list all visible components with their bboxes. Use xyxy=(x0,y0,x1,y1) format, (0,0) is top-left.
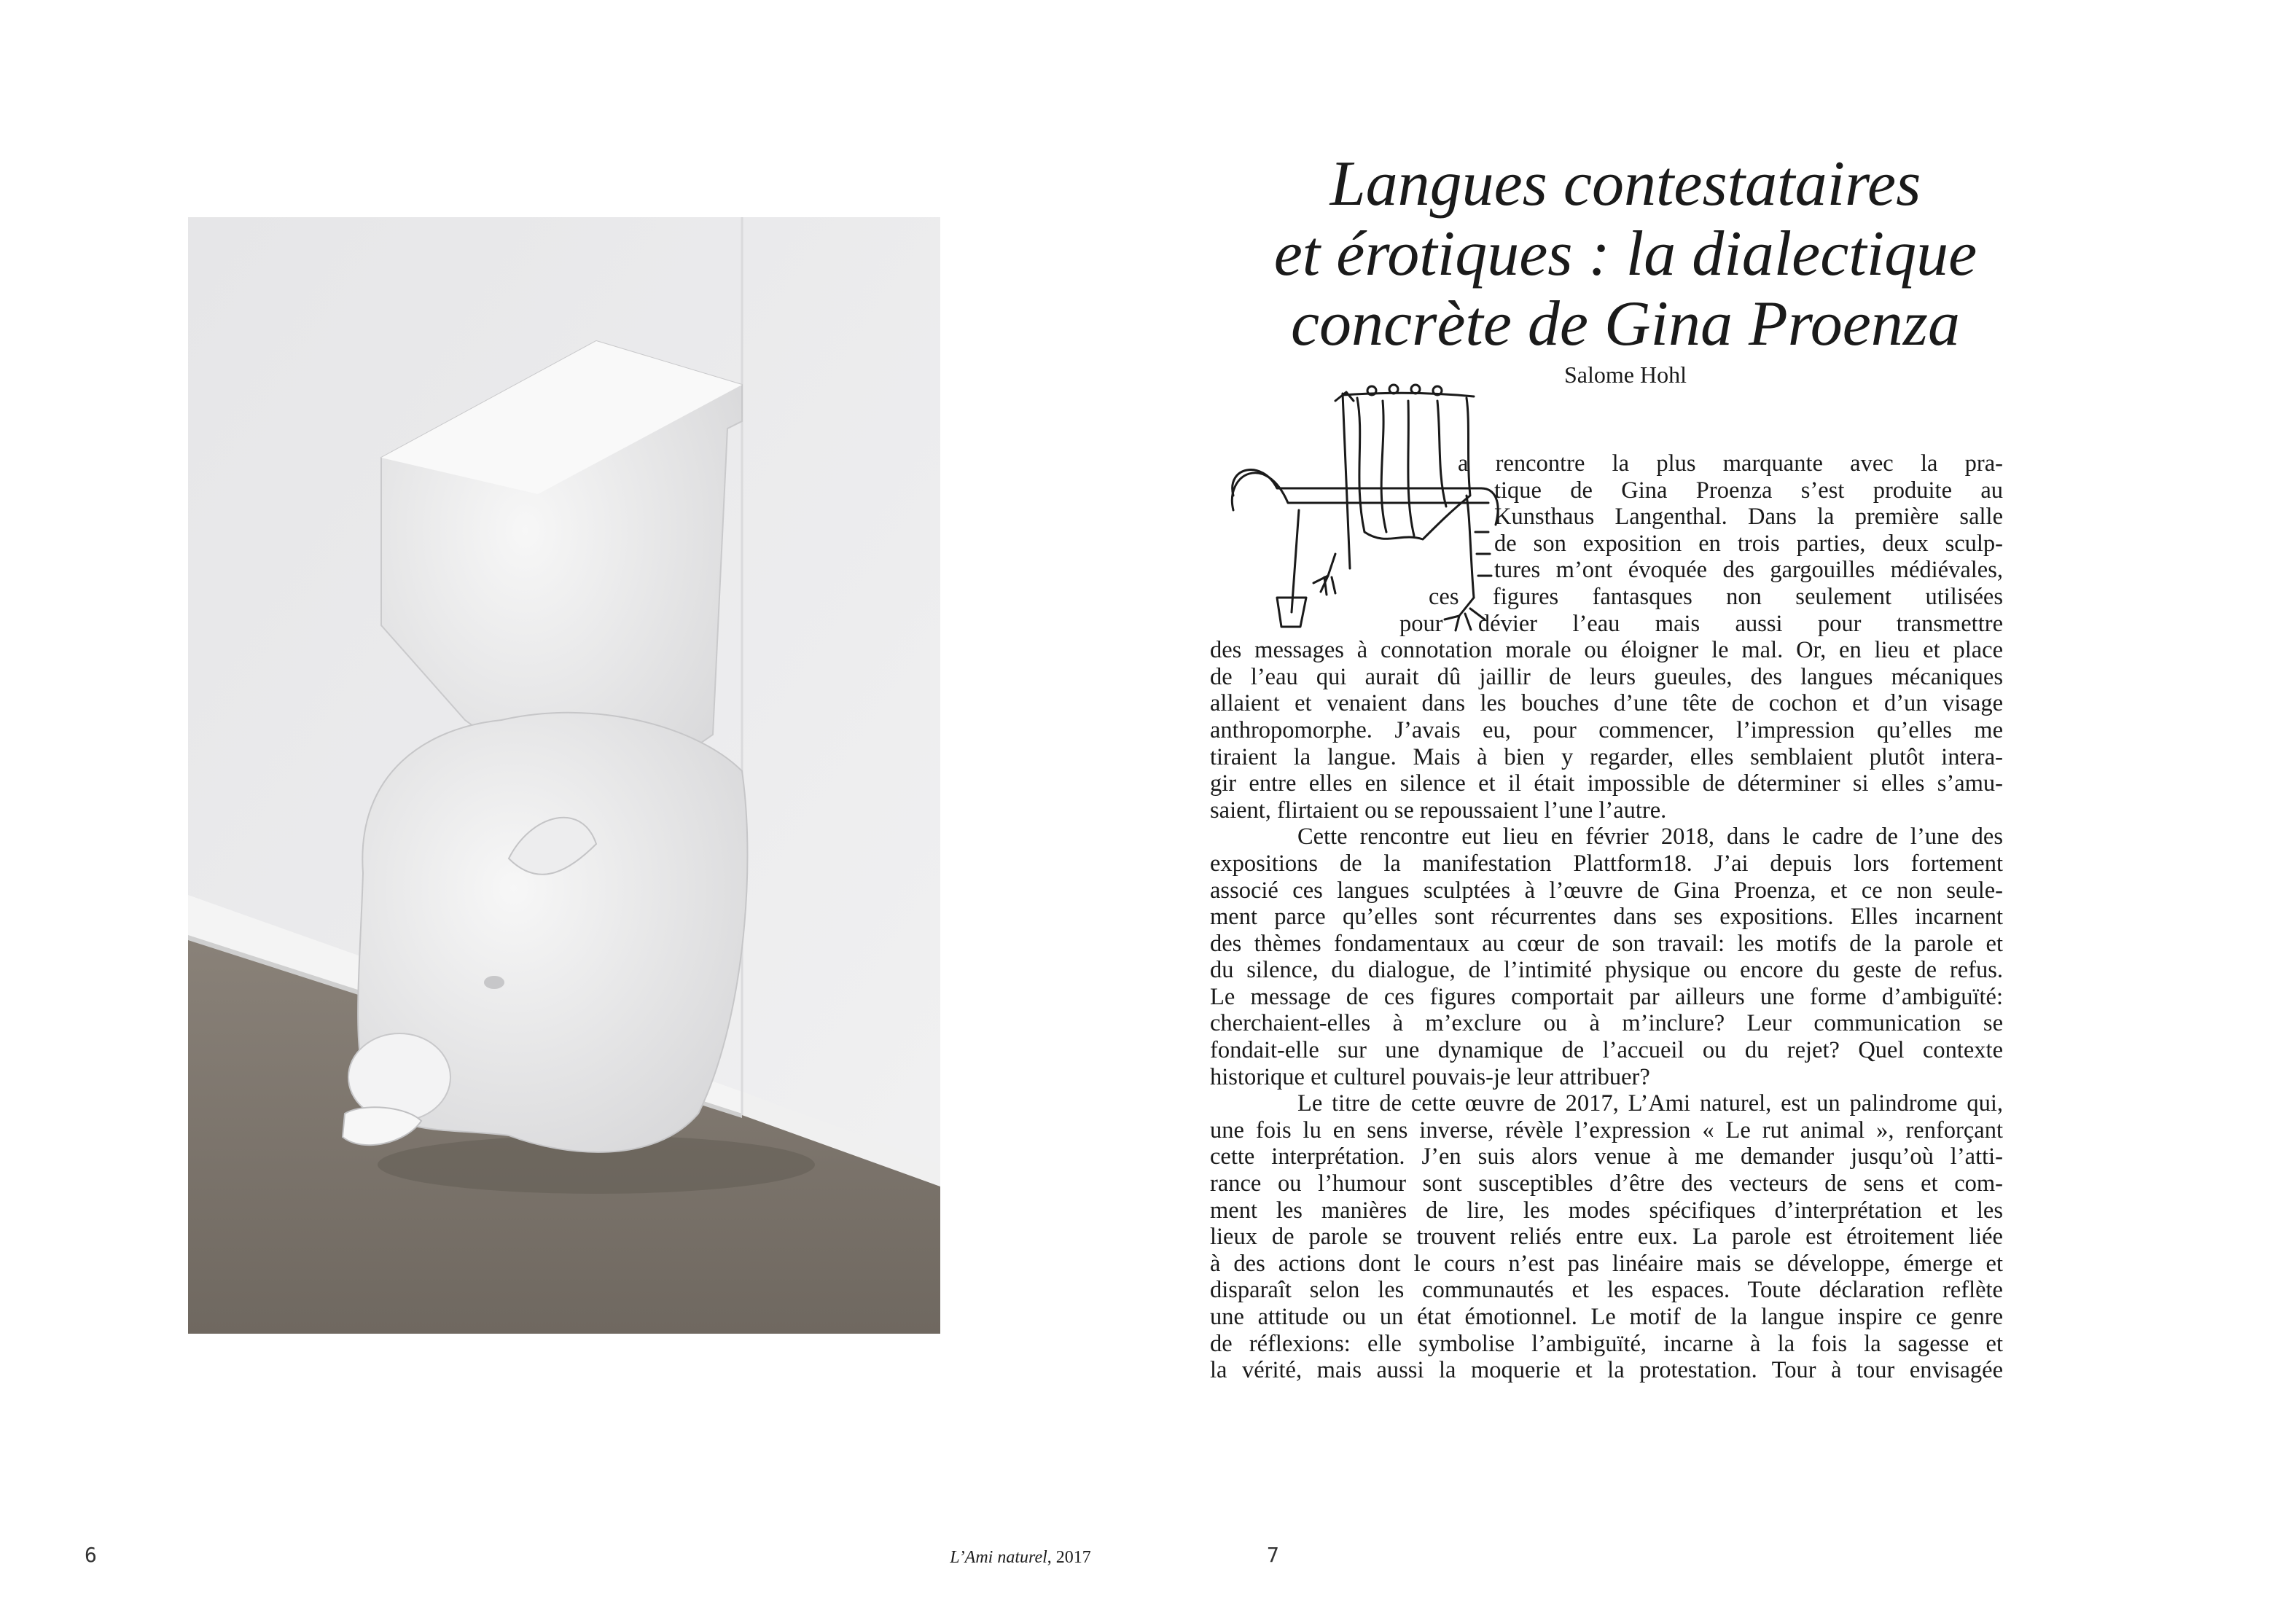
body-line: anthropomorphe. J’avais eu, pour commencer, l’impression qu’elles me xyxy=(1210,716,2003,743)
body-line: gir entre elles en silence et il était impossible de déterminer si elles s’amu- xyxy=(1210,770,2003,797)
body-line: ces figures fantasques non seulement utilisées xyxy=(1429,583,2003,610)
folio xyxy=(933,1547,1108,1568)
body-line: pour dévier l’eau mais aussi pour transmettre xyxy=(1399,610,2003,637)
body-line: à des actions dont le cours n’est pas linéaire mais se développe, émerge et xyxy=(1210,1250,2003,1277)
body-line: associé ces langues sculptées à l’œuvre de Gina Proenza, et ce non seule- xyxy=(1210,877,2003,904)
body-line: disparaît selon les communautés et les espaces. Toute déclaration reflète xyxy=(1210,1277,2003,1304)
body-line: tures m’ont évoquée des gargouilles médiévales, xyxy=(1494,557,2003,584)
body-line: la vérité, mais aussi la moquerie et la protestation. Tour à tour envisagée xyxy=(1210,1357,2003,1384)
body-line: des thèmes fondamentaux au cœur de son travail: les motifs de la parole et xyxy=(1210,930,2003,957)
body-line: ment parce qu’elles sont récurrentes dans ses expositions. Elles incarnent xyxy=(1210,904,2003,931)
article-title xyxy=(1210,149,2041,359)
body-line: cherchaient-elles à m’exclure ou à m’inclure? Leur communication se xyxy=(1210,1010,2003,1037)
body-line: des messages à connotation morale ou éloigner le mal. Or, en lieu et place xyxy=(1210,637,2003,664)
title-line-1: Langues contestataires xyxy=(1329,149,1921,219)
body-line: historique et culturel pouvais-je leur attribuer? xyxy=(1210,1063,1650,1090)
body-line: Kunsthaus Langenthal. Dans la première salle xyxy=(1494,504,2003,531)
body-line: de l’eau qui aurait dû jaillir de leurs gueules, des langues mécaniques xyxy=(1210,663,2003,690)
body-line: Le titre de cette œuvre de 2017, L’Ami naturel, est un palindrome qui, xyxy=(1297,1090,2003,1117)
folio-year: , 2017 xyxy=(1047,1548,1091,1567)
body-line: du silence, du dialogue, de l’intimité physique ou encore du geste de refus. xyxy=(1210,957,2003,984)
body-line: expositions de la manifestation Plattform18. J’ai depuis lors fortement xyxy=(1210,850,2003,877)
body-line: a rencontre la plus marquante avec la pra- xyxy=(1458,450,2003,477)
pig-head-sculpture-photo-icon xyxy=(188,217,940,1334)
body-line: Cette rencontre eut lieu en février 2018, dans le cadre de l’une des xyxy=(1297,824,2003,851)
page-number-right: 7 xyxy=(1267,1543,1279,1567)
author-name: Salome Hohl xyxy=(1564,361,1687,388)
body-line: saient, flirtaient ou se repoussaient l’une l’autre. xyxy=(1210,797,1667,824)
page-number-left: 6 xyxy=(85,1543,97,1567)
title-line-2: et érotiques : la dialectique xyxy=(1273,219,1977,289)
body-line: de son exposition en trois parties, deux sculp- xyxy=(1494,530,2003,557)
body-line: ment les manières de lire, les modes spécifiques d’interprétation et les xyxy=(1210,1197,2003,1224)
body-line: une attitude ou un état émotionnel. Le motif de la langue inspire ce genre xyxy=(1210,1304,2003,1330)
body-line: cette interprétation. J’en suis alors venue à me demander jusqu’où l’attі- xyxy=(1210,1143,2003,1170)
body-line: de réflexions: elle symbolise l’ambiguïté, incarne à la fois la sagesse et xyxy=(1210,1330,2003,1357)
body-line: rance ou l’humour sont susceptibles d’être des vecteurs de sens et com- xyxy=(1210,1170,2003,1197)
body-line: une fois lu en sens inverse, révèle l’expression « Le rut animal », renforçant xyxy=(1210,1117,2003,1143)
body-line: Le message de ces figures comportait par ailleurs une forme d’ambiguïté: xyxy=(1210,983,2003,1010)
body-line: tique de Gina Proenza s’est produite au xyxy=(1494,477,2003,504)
title-line-3: concrète de Gina Proenza xyxy=(1290,289,1961,359)
article-body xyxy=(1210,450,2003,1384)
body-line: tiraient la langue. Mais à bien y regarder, elles semblaient plutôt intera- xyxy=(1210,743,2003,770)
body-line: fondait-elle sur une dynamique de l’accueil ou du rejet? Quel contexte xyxy=(1210,1037,2003,1064)
body-line: allaient et venaient dans les bouches d’une tête de cochon et d’un visage xyxy=(1210,690,2003,717)
sculpture-photo xyxy=(188,217,940,1334)
folio-title: L’Ami naturel xyxy=(950,1548,1047,1567)
body-line: lieux de parole se trouvent reliés entre eux. La parole est étroitement liée xyxy=(1210,1224,2003,1251)
